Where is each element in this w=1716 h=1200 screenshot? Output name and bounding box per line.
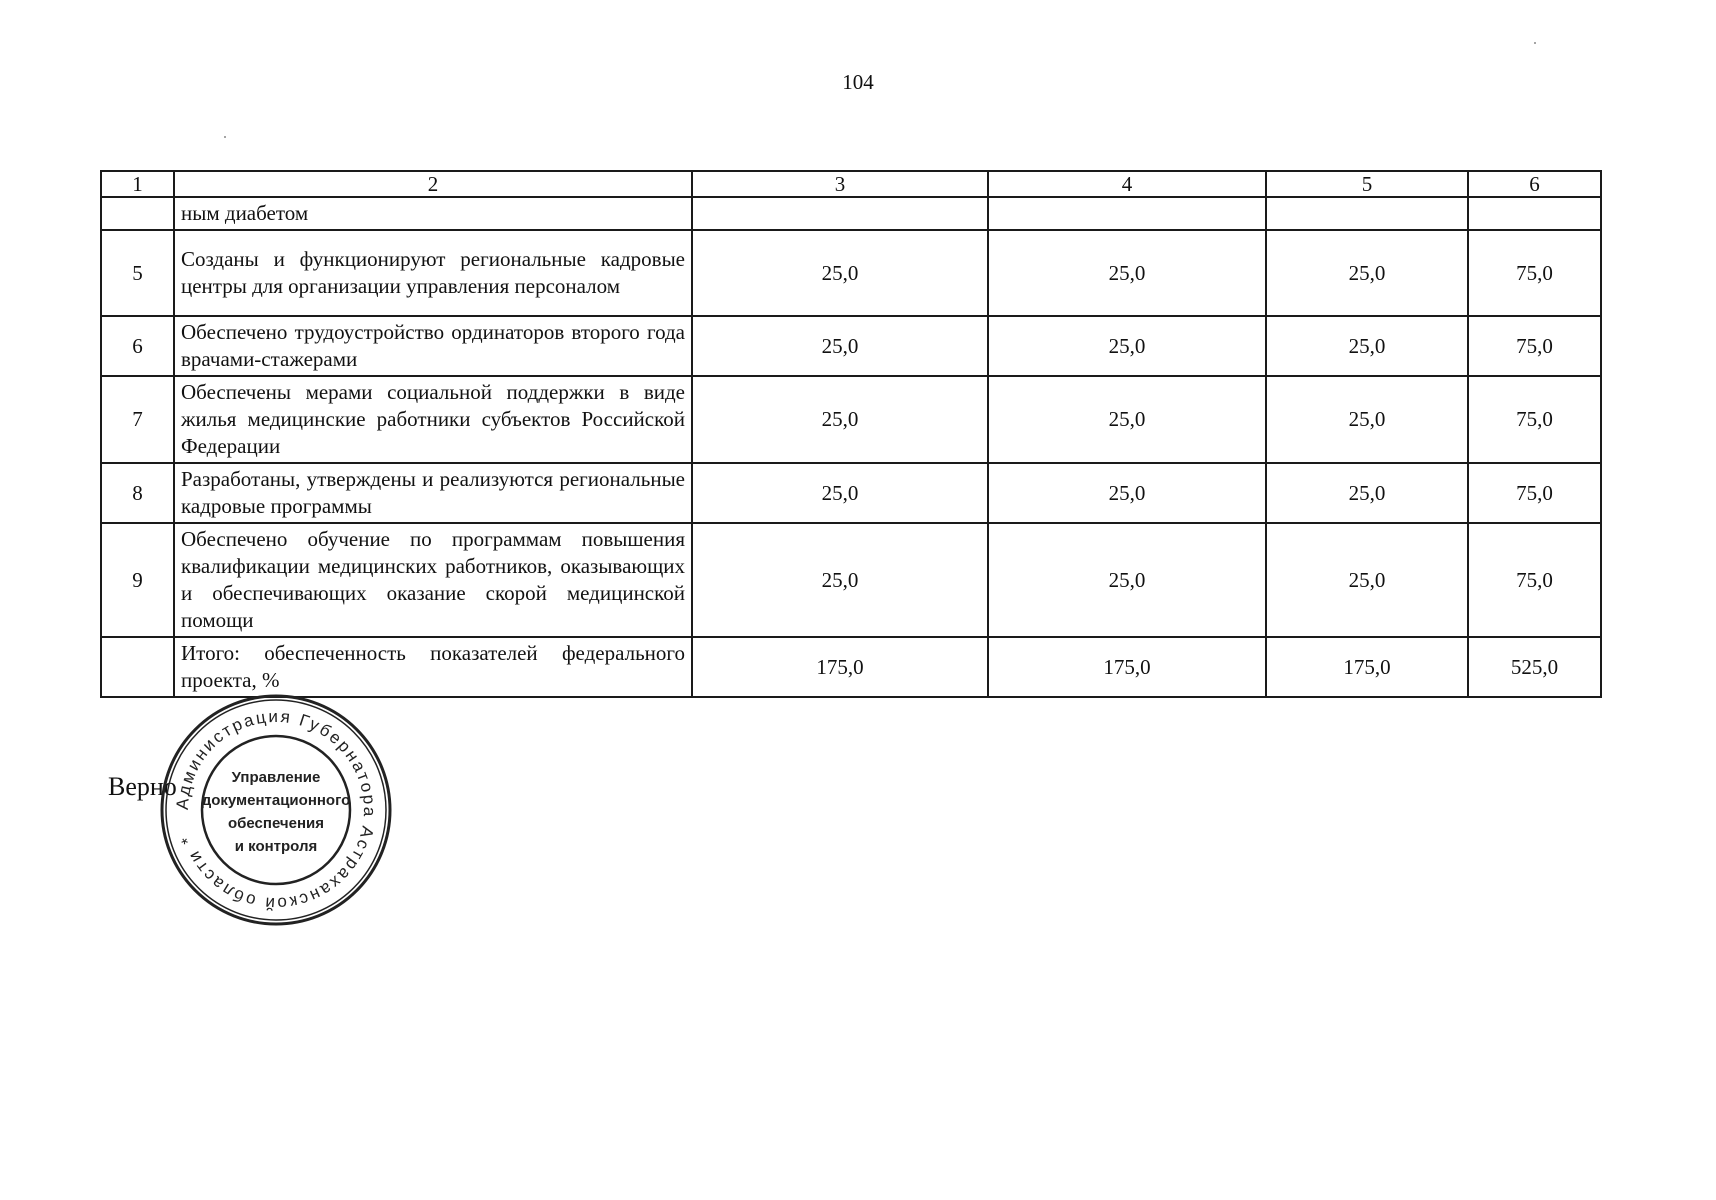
row-description-cell: Созданы и функционируют региональные кадровые центры для организации управления персоналом: [174, 230, 692, 316]
table-row: [101, 316, 1601, 376]
row-number-cell: 5: [101, 230, 174, 316]
value-cell: 25,0: [1266, 230, 1468, 316]
total-value-cell: 175,0: [1266, 637, 1468, 697]
value-cell: 25,0: [988, 230, 1266, 316]
value-cell: 25,0: [988, 376, 1266, 463]
value-cell: 25,0: [692, 463, 988, 523]
header-cell: 3: [692, 171, 988, 197]
row-description-cell: Разработаны, утверждены и реализуются региональные кадровые программы: [174, 463, 692, 523]
page-number: 104: [842, 70, 874, 94]
value-cell: 25,0: [988, 523, 1266, 637]
value-cell: 75,0: [1468, 523, 1601, 637]
row-description-cell: ным диабетом: [174, 197, 692, 230]
value-cell: 75,0: [1468, 463, 1601, 523]
header-cell: 4: [988, 171, 1266, 197]
seal-center-line: документационного: [201, 792, 351, 809]
table-row: [101, 376, 1601, 463]
value-cell: 75,0: [1468, 376, 1601, 463]
scan-speck: [1534, 42, 1536, 44]
table-row: [101, 463, 1601, 523]
row-number-cell: [101, 197, 174, 230]
table-row: [101, 197, 1601, 230]
value-cell: [988, 197, 1266, 230]
value-cell: 25,0: [1266, 463, 1468, 523]
header-cell: 1: [101, 171, 174, 197]
value-cell: [692, 197, 988, 230]
value-cell: 25,0: [1266, 376, 1468, 463]
data-table: [100, 170, 1602, 698]
row-description-cell: Обеспечено трудоустройство ординаторов второго года врачами-стажерами: [174, 316, 692, 376]
seal-center-line: Управление: [231, 769, 321, 786]
row-number-cell: [101, 637, 174, 697]
value-cell: [1468, 197, 1601, 230]
value-cell: 75,0: [1468, 316, 1601, 376]
row-number-cell: 6: [101, 316, 174, 376]
row-number-cell: 7: [101, 376, 174, 463]
value-cell: 25,0: [988, 316, 1266, 376]
seal-center-line: и контроля: [234, 838, 318, 855]
row-number-cell: 9: [101, 523, 174, 637]
scan-speck: [224, 136, 226, 138]
header-cell: 5: [1266, 171, 1468, 197]
value-cell: 25,0: [692, 316, 988, 376]
table-header-row: [101, 171, 1601, 197]
official-seal: [158, 692, 394, 928]
row-description-cell: Итого: обеспеченность показателей федерального проекта, %: [174, 637, 692, 697]
value-cell: 25,0: [1266, 523, 1468, 637]
value-cell: [1266, 197, 1468, 230]
table-row: [101, 230, 1601, 316]
total-value-cell: 525,0: [1468, 637, 1601, 697]
row-number-cell: 8: [101, 463, 174, 523]
row-description-cell: Обеспечено обучение по программам повышения квалификации медицинских работников, оказывающих и обеспечивающих оказание скорой медицинской помощи: [174, 523, 692, 637]
value-cell: 25,0: [692, 376, 988, 463]
total-value-cell: 175,0: [988, 637, 1266, 697]
header-cell: 6: [1468, 171, 1601, 197]
certification-label: Верно: [108, 772, 177, 801]
value-cell: 25,0: [988, 463, 1266, 523]
value-cell: 75,0: [1468, 230, 1601, 316]
seal-ring-text: Администрация Губернатора Астраханской области *: [172, 706, 380, 914]
table-total-row: [101, 637, 1601, 697]
seal-center-line: обеспечения: [227, 815, 325, 832]
value-cell: 25,0: [1266, 316, 1468, 376]
row-description-cell: Обеспечены мерами социальной поддержки в виде жилья медицинские работники субъектов Российской Федерации: [174, 376, 692, 463]
value-cell: 25,0: [692, 230, 988, 316]
total-value-cell: 175,0: [692, 637, 988, 697]
header-cell: 2: [174, 171, 692, 197]
value-cell: 25,0: [692, 523, 988, 637]
table-row: [101, 523, 1601, 637]
